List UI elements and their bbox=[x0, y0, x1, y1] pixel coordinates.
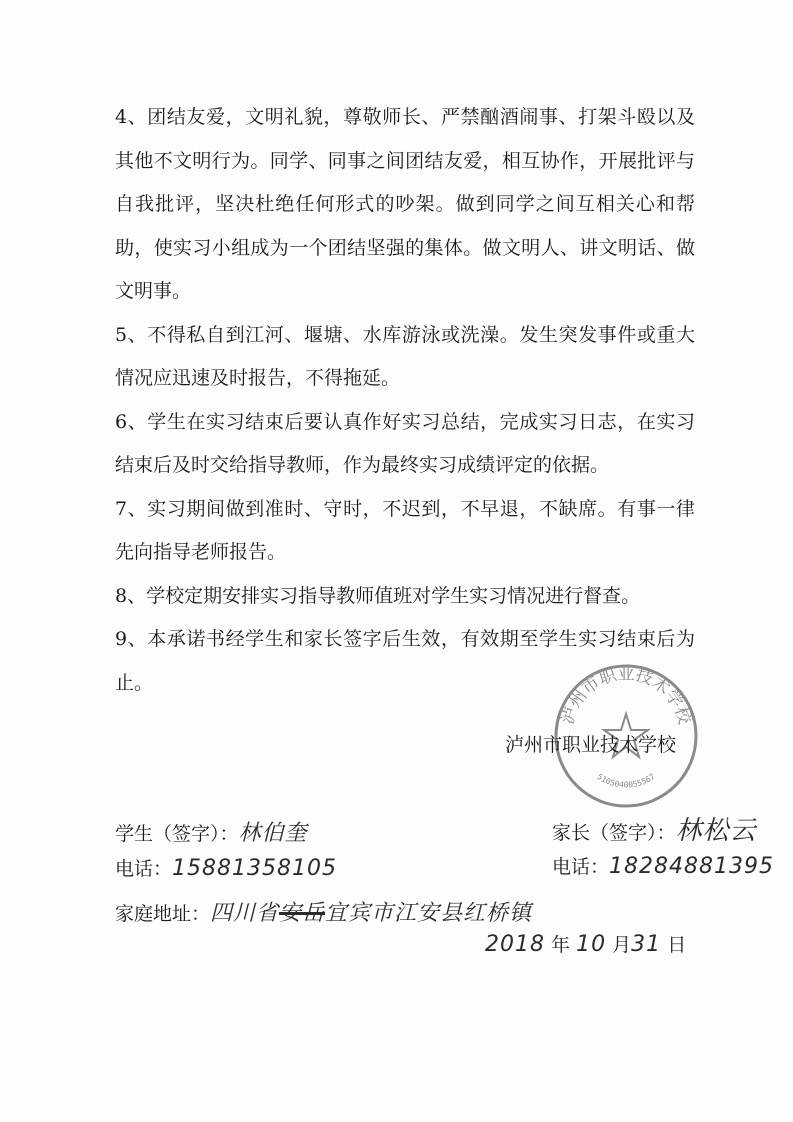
student-signature: 林伯奎 bbox=[238, 821, 308, 846]
student-sign-label: 学生（签字）： bbox=[115, 823, 239, 845]
student-phone-value: 15881358105 bbox=[172, 856, 337, 881]
clause-5: 5、不得私自到江河、堰塘、水库游泳或洗澡。发生突发事件或重大情况应迅速及时报告，不得拖延。 bbox=[115, 323, 695, 389]
date-day: 31 bbox=[631, 932, 662, 957]
clause-7: 7、实习期间做到准时、守时，不迟到，不早退，不缺席。有事一律先向指导老师报告。 bbox=[115, 497, 695, 563]
parent-phone-row bbox=[552, 852, 774, 879]
parent-phone-label: 电话： bbox=[552, 856, 610, 878]
parent-sign-label: 家长（签字）： bbox=[552, 822, 676, 844]
clause-4: 4、团结友爱，文明礼貌，尊敬师长、严禁酗酒闹事、打架斗殴以及其他不文明行为。同学、同事之间团结友爱，相互协作，开展批评与自我批评，坚决杜绝任何形式的吵架。做到同学之间互相关心和帮助，使实习小组成为一个团结坚强的集体。做文明人、讲文明话、做文明事。 bbox=[115, 106, 695, 302]
clauses-list bbox=[115, 96, 695, 705]
date-row bbox=[485, 930, 686, 957]
date-year: 2018 bbox=[485, 932, 545, 957]
clause-9: 9、本承诺书经学生和家长签字后生效，有效期至学生实习结束后为止。 bbox=[115, 628, 695, 694]
date-day-unit: 日 bbox=[667, 934, 687, 956]
address-rest: 宜宾市江安县红桥镇 bbox=[325, 901, 533, 926]
parent-phone-value: 18284881395 bbox=[609, 854, 774, 879]
seal-arc-text: 泸州市职业技术学校 bbox=[557, 664, 695, 727]
clause-6: 6、学生在实习结束后要认真作好实习总结，完成实习日志，在实习结束后及时交给指导教师，作为最终实习成绩评定的依据。 bbox=[115, 410, 695, 476]
parent-signature: 林松云 bbox=[675, 816, 757, 846]
date-month-unit: 月 bbox=[612, 934, 632, 956]
seal-number: 5105040055567 bbox=[595, 772, 657, 790]
address-prefix: 四川省 bbox=[210, 901, 280, 926]
date-year-unit: 年 bbox=[551, 934, 571, 956]
student-phone-label: 电话： bbox=[115, 858, 173, 880]
address-struck-text: 安岳 bbox=[279, 901, 326, 926]
clause-8: 8、学校定期安排实习指导教师值班对学生实习情况进行督查。 bbox=[115, 584, 641, 607]
school-name: 泸州市职业技术学校 bbox=[505, 734, 677, 756]
parent-signature-row bbox=[552, 810, 757, 847]
address-label: 家庭地址： bbox=[115, 903, 211, 925]
date-month: 10 bbox=[576, 932, 607, 957]
student-signature-row bbox=[115, 816, 308, 847]
student-phone-row bbox=[115, 854, 337, 881]
address-row bbox=[115, 896, 532, 927]
